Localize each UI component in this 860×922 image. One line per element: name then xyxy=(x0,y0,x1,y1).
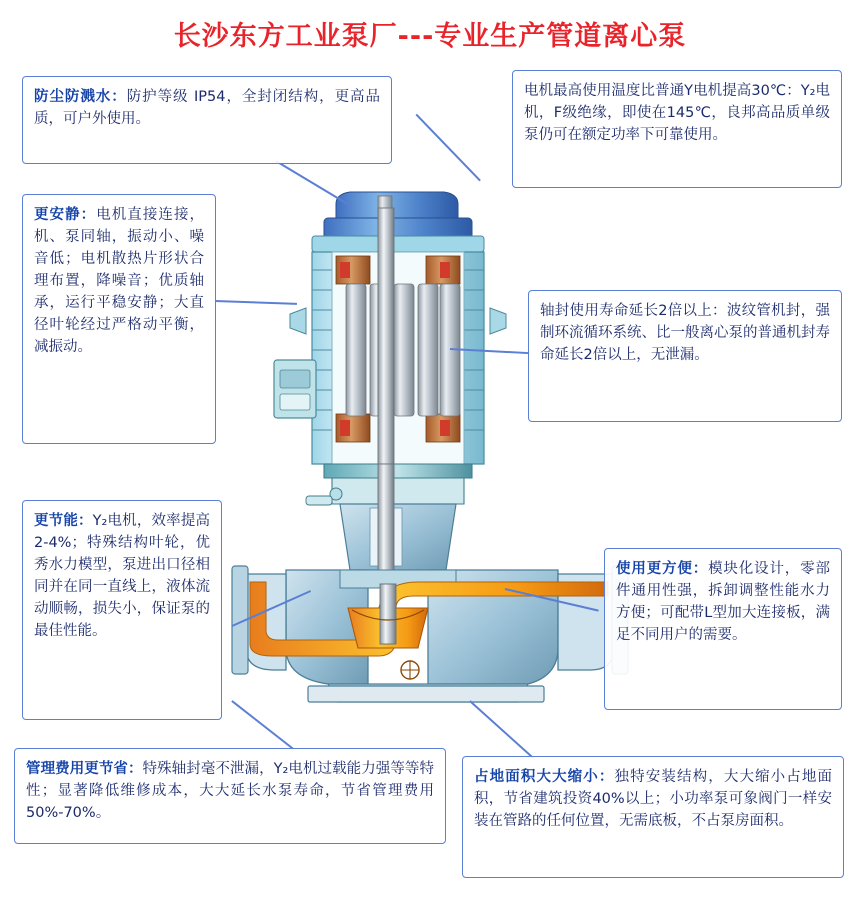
callout-easier-to-use-text: 模块化设计，零部件通用性强，拆卸调整性能水力方便；可配带L型加大连接板，满足不同用户的需要。 xyxy=(616,561,831,644)
callout-quieter-text: 电机直接连接，机、泵同轴，振动小、噪音低；电机散热片形状合理布置，降噪音；优质轴承，运行平稳安静；大直径叶轮经过严格动平衡，减振动。 xyxy=(34,207,205,356)
callout-energy-saving-text: Y₂电机，效率提高2-4%；特殊结构叶轮，优秀水力模型，泵进出口径相同并在同一直线上，液体流动顺畅，损失小，保证泵的最佳性能。 xyxy=(34,513,211,640)
connector-line-motor-temperature xyxy=(416,114,481,181)
callout-easier-to-use-lead: 使用更方便： xyxy=(616,561,709,577)
callout-lower-management-cost-lead: 管理费用更节省： xyxy=(26,761,143,777)
callout-motor-temperature-text: 电机最高使用温度比普通Y电机提高30℃：Y₂电机，F级绝缘，即使在145℃，良邦高品质单级泵仍可在额定功率下可靠使用。 xyxy=(524,83,830,144)
pump-cutaway-illustration xyxy=(228,178,648,718)
callout-dustproof-lead: 防尘防溅水： xyxy=(34,89,127,105)
callout-quieter xyxy=(22,194,216,444)
callout-shaft-seal-life xyxy=(528,290,842,422)
callout-lower-management-cost xyxy=(14,748,446,844)
callout-energy-saving-lead: 更节能： xyxy=(34,513,93,529)
callout-shaft-seal-life-text: 轴封使用寿命延长2倍以上：波纹管机封，强制环流循环系统、比一般离心泵的普通机封寿命延长2倍以上，无泄漏。 xyxy=(540,303,830,364)
callout-smaller-footprint xyxy=(462,756,844,878)
callout-energy-saving xyxy=(22,500,222,720)
callout-dustproof-text: 防护等级 IP54，全封闭结构，更高品质，可户外使用。 xyxy=(34,89,380,128)
callout-easier-to-use xyxy=(604,548,842,710)
callout-quieter-lead: 更安静： xyxy=(34,207,97,223)
page-title: 长沙东方工业泵厂---专业生产管道离心泵 xyxy=(173,21,687,52)
callout-smaller-footprint-lead: 占地面积大大缩小： xyxy=(474,769,615,785)
callout-lower-management-cost-text: 特殊轴封毫不泄漏，Y₂电机过载能力强等等特性；显著降低维修成本，大大延长水泵寿命，节省管理费用50%-70%。 xyxy=(26,761,435,822)
callout-dustproof xyxy=(22,76,392,164)
callout-smaller-footprint-text: 独特安装结构，大大缩小占地面积，节省建筑投资40%以上；小功率泵可象阀门一样安装在管路的任何位置，无需底板，不占泵房面积。 xyxy=(474,769,833,830)
callout-motor-temperature xyxy=(512,70,842,188)
